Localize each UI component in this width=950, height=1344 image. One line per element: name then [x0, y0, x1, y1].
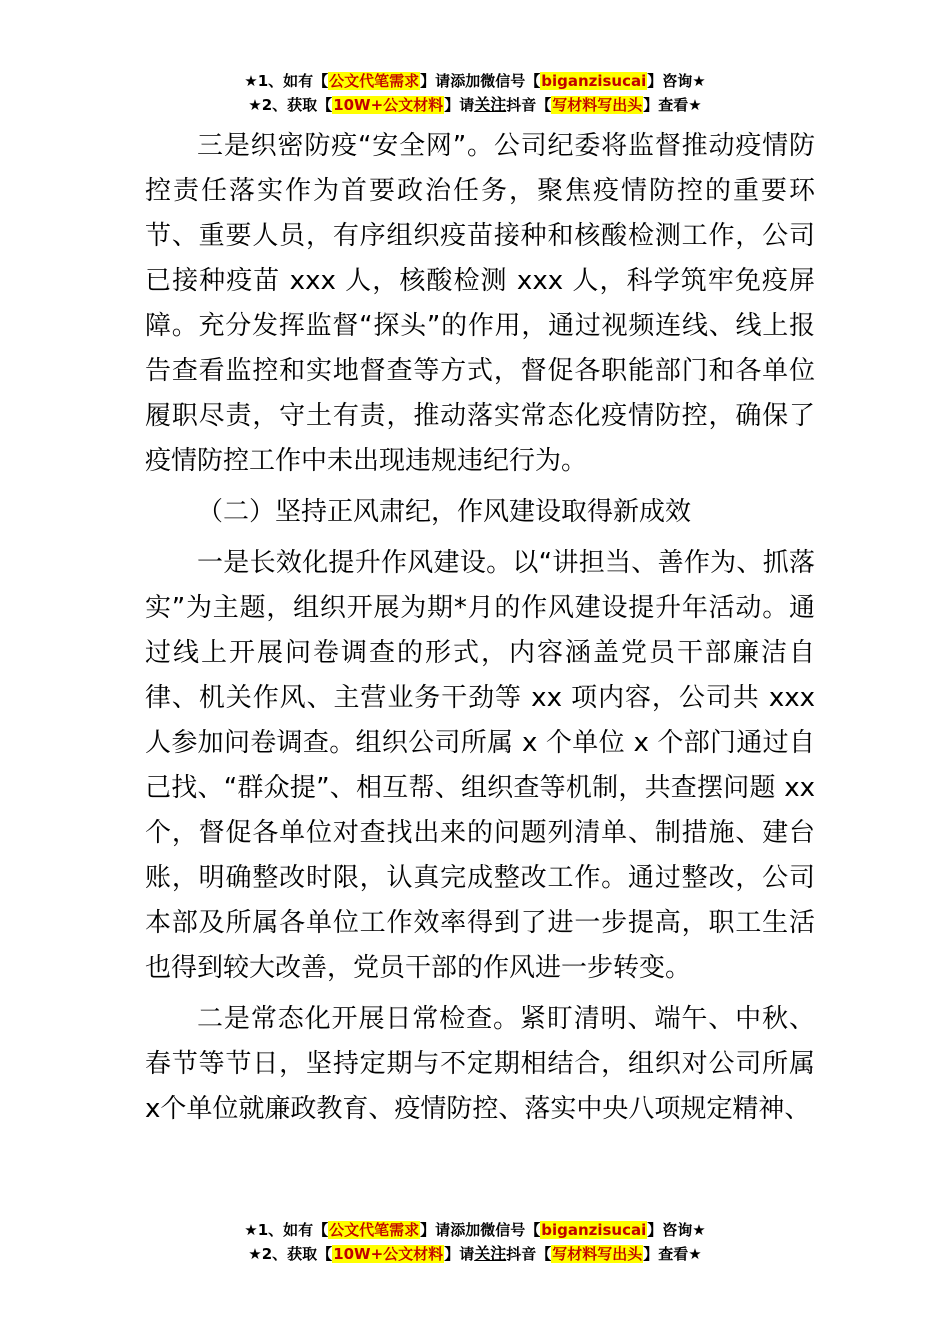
section-heading: （二）坚持正风肃纪，作风建设取得新成效 — [197, 497, 692, 527]
star-icon: ★ — [244, 1221, 258, 1239]
banner-highlight: 写材料写出头 — [552, 96, 643, 114]
banner-highlight: 10W+公文材料 — [333, 96, 444, 114]
document-body — [145, 124, 815, 1132]
banner-highlight: 公文代笔需求 — [329, 72, 420, 90]
paragraph: 一是长效化提升作风建设。以“讲担当、善作为、抓落实”为主题，组织开展为期*月的作风建设提升年活动。通过线上开展问卷调查的形式，内容涵盖党员干部廉洁自律、机关作风、主营业务干劲等 xx 项内容，公司共 xxx 人参加问卷调查。组织公司所属 x 个单位 x 个部门通过自己找、“群众提”、相互帮、组织查等机制，共查摆问题 xx个，督促各单位对查找出来的问题列清单、制措施、建台账，明确整改时限，认真完成整改工作。通过整改，公司本部及所属各单位工作效率得到了进一步提高，职工生活也得到较大改善，党员干部的作风进一步转变。 — [145, 548, 815, 983]
banner-highlight: 公文代笔需求 — [329, 1221, 420, 1239]
banner-highlight: 10W+公文材料 — [333, 1245, 444, 1263]
footer-banner — [0, 1218, 950, 1266]
banner-line-2: ★2、获取【10W+公文材料】请关注抖音【写材料写出头】查看★ — [248, 95, 702, 114]
banner-highlight: 写材料写出头 — [552, 1245, 643, 1263]
banner-highlight: biganzisucai — [541, 1221, 647, 1239]
banner-line-2: ★2、获取【10W+公文材料】请关注抖音【写材料写出头】查看★ — [248, 1244, 702, 1263]
banner-highlight: biganzisucai — [541, 72, 647, 90]
star-icon: ★ — [244, 72, 258, 90]
star-icon: ★ — [248, 96, 262, 114]
paragraph: 二是常态化开展日常检查。紧盯清明、端午、中秋、春节等节日，坚持定期与不定期相结合，组织对公司所属 x个单位就廉政教育、疫情防控、落实中央八项规定精神、 — [145, 1004, 815, 1124]
paragraph: 三是织密防疫“安全网”。公司纪委将监督推动疫情防控责任落实作为首要政治任务，聚焦疫情防控的重要环节、重要人员，有序组织疫苗接种和核酸检测工作，公司已接种疫苗 xxx 人，核酸检测 xxx 人，科学筑牢免疫屏障。充分发挥监督“探头”的作用，通过视频连线、线上报告查看监控和实地督查等方式，督促各职能部门和各单位履职尽责，守土有责，推动落实常态化疫情防控，确保了疫情防控工作中未出现违规违纪行为。 — [145, 131, 815, 476]
banner-line-1: ★1、如有【公文代笔需求】请添加微信号【biganzisucai】咨询★ — [244, 1221, 706, 1239]
banner-line-1: ★1、如有【公文代笔需求】请添加微信号【biganzisucai】咨询★ — [244, 72, 706, 90]
star-icon: ★ — [248, 1245, 262, 1263]
header-banner — [0, 69, 950, 117]
